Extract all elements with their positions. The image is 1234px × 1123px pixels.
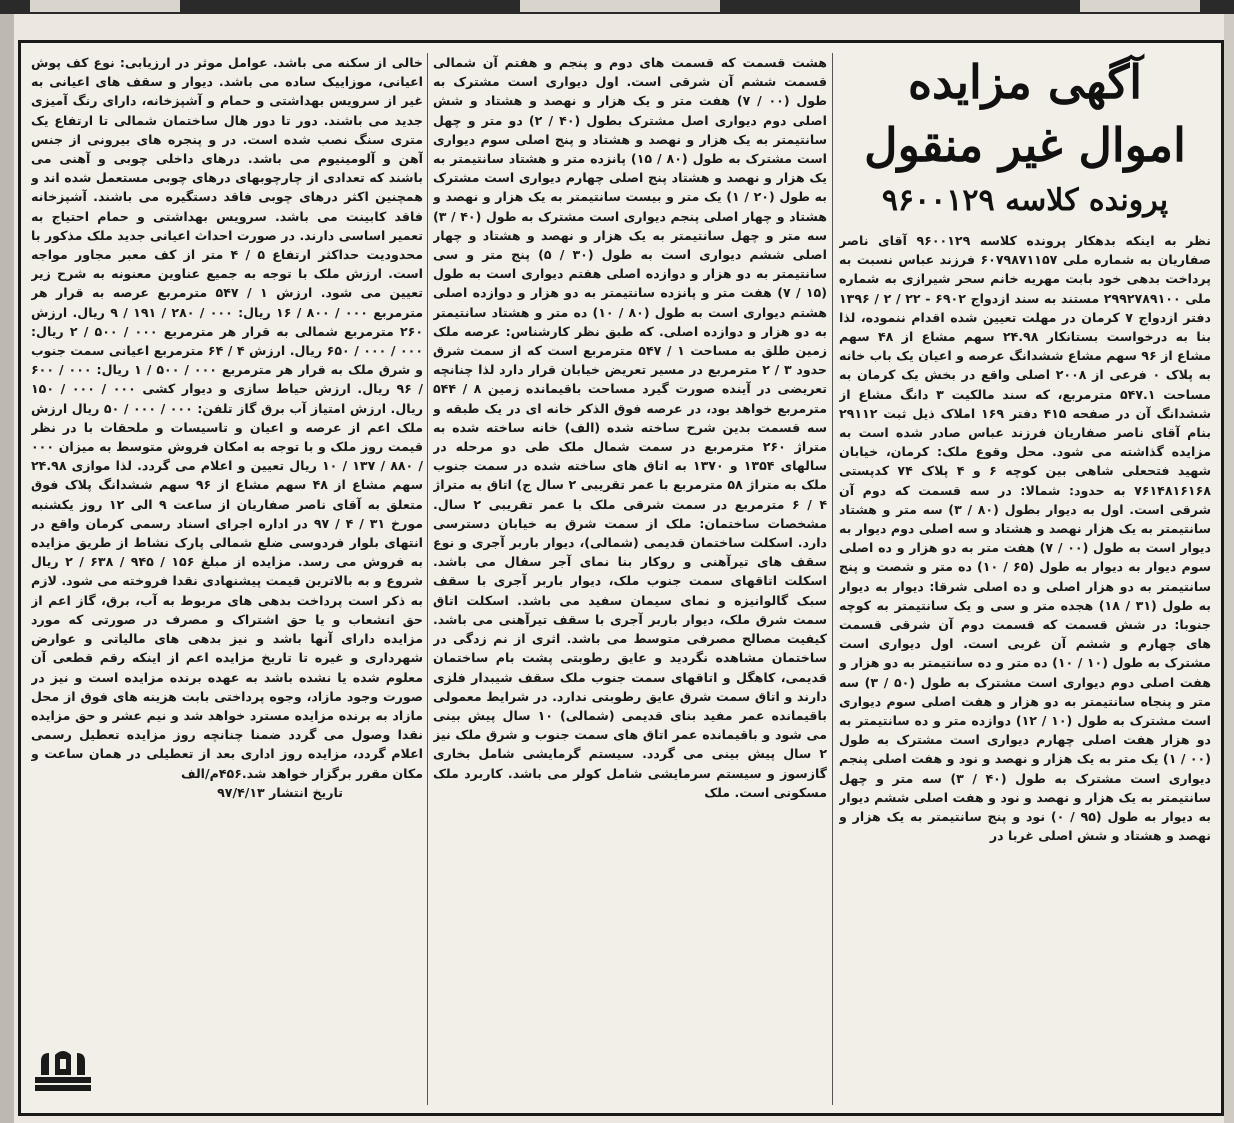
auction-ad-box	[18, 40, 1224, 1116]
top-edge-notch	[1080, 0, 1200, 12]
column-divider	[832, 53, 833, 1105]
top-edge-notch	[30, 0, 180, 12]
column-right	[839, 53, 1211, 1109]
left-edge-strip	[0, 14, 14, 1123]
ad-subtitle: اموال غیر منقول	[864, 118, 1186, 172]
right-edge-strip	[1224, 14, 1234, 1123]
column-middle	[433, 53, 827, 1109]
registry-emblem-icon	[33, 1047, 93, 1093]
top-edge-notch	[520, 0, 720, 12]
column-middle-text: هشت قسمت که قسمت های دوم و پنجم و هفتم آن شمالی قسمت ششم آن شرقی است. اول دیواری است مشترک به طول (۰۰ / ۷) هفت متر و یک هزار و نهصد و هشتاد و شش اصلی دوم دیواری اصل مشترک بطول (۴۰ / ۲) دو متر و چهل سانتیمتر به یک هزار و نهصد و هشتاد و پنج اصلی سوم دیواری است مشترک به طول (۸۰ / ۱۵) پانزده متر و هشتاد سانتیمتر به یک هزار و نهصد و هشتاد پنج اصلی چهارم دیواری است مشترک به طول (۲۰ / ۱) یک متر و بیست سانتیمتر به یک هزار و نهصد و هشتاد و چهار اصلی پنجم دیواری است مشترک به طول (۴۰ / ۳) سه متر و چهل سانتیمتر به یک هزار و نهصد و هشتاد و چهار اصلی ششم دیواری است به طول (۳۰ / ۵) پنج متر و سی سانتیمتر به دو هزار و دوازده اصلی هفتم دیواری است به طول (۱۵ / ۷) هفت متر و پانزده سانتیمتر به دو هزار و دوازده اصلی هشتم دیواری است به طول (۸۰ / ۱۰) ده متر و هشتاد سانتیمتر به دو هزار و دوازده اصلی. که طبق نظر کارشناس: عرصه ملک زمین طلق به مساحت ۱ / ۵۴۷ مترمربع است که از سمت شرق حدود ۳ / ۲ مترمربع در مسیر تعریض خیابان قرار دارد لذا چنانچه تعریضی در آینده صورت گیرد مساحت باقیمانده زمین ۸ / ۵۴۴ مترمربع خواهد بود، در عرصه فوق الذکر خانه ای در یک طبقه و سه قسمت بدین شرح ساخته شده (الف) خانه ساخته شده به متراژ ۲۶۰ مترمربع در سمت شمال ملک طی دو مرحله در سالهای ۱۳۵۴ و ۱۳۷۰ به اتاق های ساخته شده در سمت جنوب ملک به متراژ ۵۸ مترمربع با عمر تقریبی ۲ سال ج) اتاق به متراژ ۴ / ۶ مترمربع در سمت شرقی ملک با عمر تقریبی ۲ سال. مشخصات ساختمان: ملک از سمت شرق به خیابان دسترسی دارد. اسکلت ساختمان قدیمی (شمالی)، دیوار باربر آجری و نوع سقف های تیرآهنی و روکار بنا نمای آجر سفال می باشد. اسکلت اتاقهای سمت جنوب ملک، دیوار باربر آجری با سقف سبک گالوانیزه و نمای سیمان سفید می باشد. اسکلت اتاق سمت شرق ملک، دیوار باربر آجری با سقف تیرآهنی می باشد. کیفیت مصالح مصرفی متوسط می باشد. اثری از نم زدگی در ساختمان مشاهده نگردید و عایق رطوبتی پشت بام ساختمان قدیمی، کاهگل و اتاقهای سمت جنوب ملک سقف شیبدار فلزی دارند و اتاق سمت شرق عایق رطوبتی ندارد. در شرایط معمولی باقیمانده عمر مفید بنای قدیمی (شمالی) ۱۰ سال پیش بینی می شود و باقیمانده عمر اتاق های سمت جنوب و شرق ملک نیز ۲ سال پیش بینی می گردد. سیستم گرمایشی شامل بخاری گازسوز و سیستم سرمایشی شامل کولر می باشد. کاربرد ملک مسکونی است. ملک	[433, 55, 827, 800]
column-right-text: نظر به اینکه بدهکار پرونده کلاسه ۹۶۰۰۱۲۹ آقای ناصر صفاریان به شماره ملی ۶۰۷۹۸۷۱۱۵۷ فرزند عباس نسبت به پرداخت بدهی خود بابت مهریه خانم سحر شیرازی به شماره ملی ۲۹۹۲۷۸۹۱۰۰ مستند به سند ازدواج ۶۹۰۲ - ۲۲ / ۲ / ۱۳۹۶ دفتر ازدواج ۷ کرمان در مهلت تعیین شده اقدام ننموده، لذا بنا به درخواست بستانکار ۲۴.۹۸ سهم مشاع از ۴۸ سهم مشاع از ۹۶ سهم مشاع ششدانگ عرصه و اعیان یک باب خانه به پلاک ۰ فرعی از ۲۰۰۸ اصلی واقع در بخش یک کرمان به مساحت ۵۴۷.۱ مترمربع، که سند مالکیت ۳ دانگ مشاع از ششدانگ آن در صفحه ۴۱۵ دفتر ۱۶۹ املاک ذیل ثبت ۲۹۱۱۲ بنام آقای ناصر صفاریان فرزند عباس صادر شده است به مزایده گذاشته می شود. محل وقوع ملک: کرمان، خیابان شهید فتحعلی شاهی بین کوچه ۶ و ۴ پلاک ۷۴ کدپستی ۷۶۱۴۸۱۶۱۶۸ به حدود: شمالا: در سه قسمت که دوم آن شرقی است. اول به دیوار بطول (۸۰ / ۳) سه متر و هشتاد سانتیمتر به یک هزار نهصد و هشتاد و سه اصلی دوم دیوار به دیوار است به طول (۰۰ / ۷) هفت متر به دو هزار و ده اصلی سوم دیوار به دیوار به طول (۶۵ / ۱۰) ده متر و شصت و پنج سانتیمتر به دو هزار اصلی و ده اصلی شرقا: دیوار به دیوار به طول (۳۱ / ۱۸) هجده متر و سی و یک سانتیمتر به کوچه جنوبا: در شش قسمت که قسمت دوم آن شرقی قسمت های چهارم و ششم آن غربی است. اول دیواری است مشترک به طول (۱۰ / ۱۰) ده متر و ده سانتیمتر به دو هزار و هفت اصلی دوم دیواری است مشترک به طول (۵۰ / ۳) سه متر و پنجاه سانتیمتر به دو هزار و هفت اصلی سوم دیواری است مشترک به طول (۱۰ / ۱۲) دوازده متر و ده سانتیمتر به دو هزار هفت اصلی چهارم دیواری است مشترک به طول (۰۰ / ۱) یک متر به یک هزار و نهصد و نود و هفت اصلی پنجم دیواری است مشترک به طول (۴۰ / ۳) سه متر و چهل سانتیمتر به یک هزار و نهصد و نود و هفت اصلی ششم دیوار به دیوار به طول (۹۵ / ۰) نود و پنج سانتیمتر به یک هزار و نهصد و هشتاد و شش اصلی غربا در	[839, 233, 1211, 844]
column-left-text: خالی از سکنه می باشد. عوامل موثر در ارزیابی: نوع کف پوش اعیانی، موزاییک ساده می باشد. دیوار و سقف های اعیانی به غیر از سرویس بهداشتی و حمام و آشپزخانه، دارای رنگ آمیزی جدید می باشند. دور تا دور هال ساختمان شمالی تا ارتفاع یک متری سنگ نصب شده است. در و پنجره های بیرونی از جنس آهن و آلومینیوم می باشد. درهای داخلی چوبی و آهنی می باشند که تعدادی از چارچوبهای درهای چوبی مستعمل شده اند و همچنین اکثر درهای چوبی فاقد دستگیره می باشند. آشپزخانه فاقد کابینت می باشد. سرویس بهداشتی و حمام احتیاج به تعمیر اساسی دارند. در صورت احداث اعیانی جدید ملک مذکور با محدودیت حداکثر ارتفاع ۵ / ۴ متر از کف معبر مجاور مواجه است. ارزش ملک با توجه به جمیع عناوین معنونه به شرح زیر تعیین می شود. ارزش ۱ / ۵۴۷ مترمربع عرصه به قرار هر مترمربع ۰۰۰ / ۸۰۰ / ۱۶ ریال: ۰۰۰ / ۲۸۰ / ۱۹۱ / ۹ ریال. ارزش ۲۶۰ مترمربع شمالی به قرار هر مترمربع ۰۰۰ / ۵۰۰ / ۲ ریال: ۰۰۰ / ۰۰۰ / ۶۵۰ ریال. ارزش ۴ / ۶۴ مترمربع اعیانی سمت جنوب و شرق ملک به قرار هر مترمربع ۰۰۰ / ۵۰۰ / ۱ ریال: ۰۰۰ / ۶۰۰ / ۹۶ ریال. ارزش حیاط سازی و دیوار کشی ۰۰۰ / ۰۰۰ / ۱۵۰ ریال. ارزش امتیاز آب برق گاز تلفن: ۰۰۰ / ۰۰۰ / ۵۰ ریال ارزش ملک اعم از عرصه و اعیان و تاسیسات و ملحقات با در نظر قیمت روز ملک و با توجه به امکان فروش متوسط به میزان ۰۰۰ / ۸۸۰ / ۱۳۷ / ۱۰ ریال تعیین و اعلام می گردد. لذا موازی ۲۴.۹۸ سهم مشاع از ۴۸ سهم مشاع از ۹۶ سهم ششدانگ پلاک فوق متعلق به آقای ناصر صفاریان از ساعت ۹ الی ۱۲ روز یکشنبه مورخ ۳۱ / ۴ / ۹۷ در اداره اجرای اسناد رسمی کرمان واقع در انتهای بلوار فردوسی ضلع شمالی پارک نشاط از طریق مزایده به فروش می رسد. مزایده از مبلغ ۱۵۶ / ۹۴۵ / ۶۳۸ / ۲ ریال شروع و به بالاترین قیمت پیشنهادی نقدا فروخته می شود. لازم به ذکر است پرداخت بدهی های مربوط به آب، برق، گاز اعم از حق انشعاب و یا حق اشتراک و مصرف در صورتی که مورد مزایده دارای آنها باشد و نیز بدهی های مالیاتی و عوارض شهرداری و غیره تا تاریخ مزایده اعم از اینکه رقم قطعی آن معلوم شده یا نشده باشد به عهده برنده مزایده است و نیز در صورت وجود مازاد، وجوه پرداختی بابت هزینه های فوق از محل مازاد به برنده مزایده مسترد خواهد شد و نیم عشر و حق مزایده نقدا وصول می گردد ضمنا چنانچه روز مزایده تعطیل رسمی اعلام گردد، مزایده روز اداری بعد از تعطیلی در همان ساعت و مکان مقرر برگزار خواهد شد.۴۵۶م/الف	[31, 55, 423, 781]
top-edge-strip	[0, 0, 1234, 14]
column-divider	[427, 53, 428, 1105]
column-left	[31, 53, 423, 1109]
ad-title: آگهی مزایده	[907, 55, 1143, 109]
case-number: پرونده کلاسه ۹۶۰۰۱۲۹	[881, 183, 1169, 218]
publish-date: تاریخ انتشار ۹۷/۴/۱۳	[217, 784, 343, 800]
